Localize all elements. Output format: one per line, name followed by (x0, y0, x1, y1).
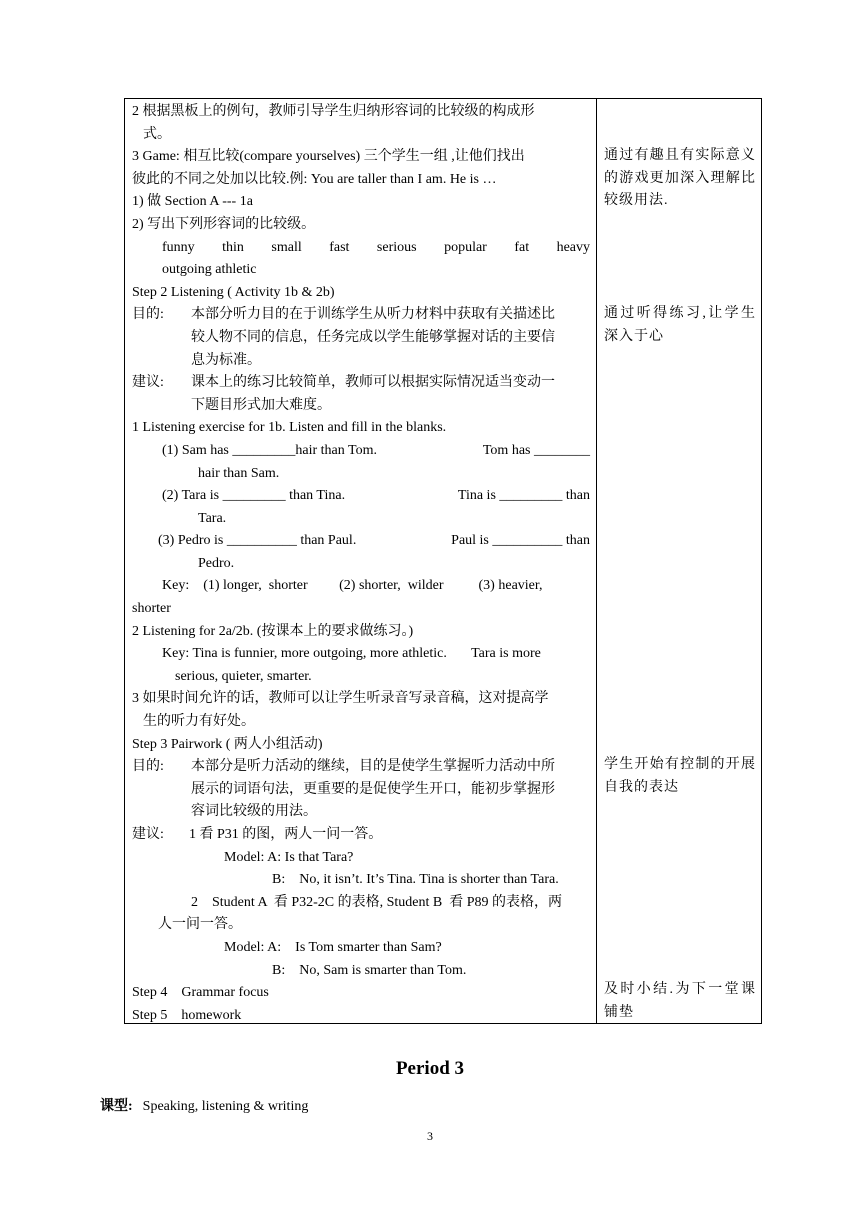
model-dialogue: Model: A: Is Tom smarter than Sam? (224, 939, 442, 955)
text-line: 2) 写出下列形容词的比较级。 (132, 216, 316, 232)
text-line: 本部分听力目的在于训练学生从听力材料中获取有关描述比 (191, 307, 555, 323)
step-2-heading: Step 2 Listening ( Activity 1b & 2b) (132, 284, 335, 300)
design-note: 及时小结.为下一堂课铺垫 (604, 982, 756, 1020)
course-type (100, 1095, 308, 1115)
adjective-list: outgoing athletic (162, 262, 257, 278)
text-line: 2 根据黑板上的例句，教师引导学生归纳形容词的比较级的构成形 (132, 104, 535, 119)
advice-block (132, 824, 590, 847)
text-line: 3 如果时间允许的话，教师可以让学生听录音写录音稿，这对提高学 (132, 691, 549, 707)
listening-exercise-heading: 1 Listening exercise for 1b. Listen and fill in the blanks. (132, 420, 447, 436)
adjective-list: funny thin small fast serious popular fat heavy (162, 239, 590, 255)
purpose-label: 目的: (132, 759, 164, 775)
text-line: 3 Game: 相互比较(compare yourselves) 三个学生一组 ,让他们找出 (132, 149, 525, 165)
design-note: 通过有趣且有实际意义的游戏更加深入理解比较级用法. (604, 148, 756, 209)
exercise-text: (2) Tara is _________ than Tina. (162, 488, 346, 504)
text-line: 1 看 P31 的图，两人一问一答。 (189, 827, 383, 842)
exercise-text: (1) Sam has _________hair than Tom. (162, 442, 377, 458)
text-line: 息为标准。 (191, 352, 261, 368)
text-line: 容词比较级的用法。 (191, 804, 317, 820)
answer-key: Key: Tina is funnier, more outgoing, more athletic. Tara is more (162, 646, 541, 662)
design-note: 学生开始有控制的开展自我的表达 (604, 757, 756, 795)
exercise-text: Tara. (198, 510, 227, 526)
lesson-steps-column (132, 101, 590, 1027)
purpose-block (132, 304, 590, 372)
text-line: 彼此的不同之处加以比较.例: You are taller than I am. He is … (132, 171, 497, 187)
page-number: 3 (427, 1129, 433, 1143)
exercise-text: Paul is __________ than (451, 533, 590, 549)
listening-exercise-heading: 2 Listening for 2a/2b. (按课本上的要求做练习。) (132, 623, 414, 639)
exercise-item (132, 485, 590, 508)
model-dialogue: B: No, it isn’t. It’s Tina. Tina is shorter than Tara. (272, 872, 559, 888)
text-line: 下题目形式加大难度。 (191, 397, 331, 413)
text-line: 2 Student A 看 P32-2C 的表格, Student B 看 P89 的表格，两 (191, 894, 563, 910)
course-type-label: 课型: (100, 1099, 133, 1114)
answer-key: serious, quieter, smarter. (175, 668, 312, 684)
design-note: 通过听得练习,让学生深入于心 (604, 306, 756, 344)
exercise-item (132, 530, 590, 553)
purpose-label: 目的: (132, 307, 164, 323)
text-line: 本部分是听力活动的继续，目的是使学生掌握听力活动中所 (191, 759, 555, 775)
lesson-table (124, 98, 762, 1024)
model-dialogue: B: No, Sam is smarter than Tom. (272, 962, 467, 978)
step-5-heading: Step 5 homework (132, 1007, 242, 1023)
advice-label: 建议: (132, 375, 164, 391)
advice-block (132, 372, 590, 417)
purpose-block (132, 756, 590, 824)
text-line: 生的听力有好处。 (143, 714, 255, 730)
step-4-heading: Step 4 Grammar focus (132, 985, 269, 1001)
course-type-value: Speaking, listening & writing (142, 1099, 309, 1114)
exercise-text: Pedro. (198, 555, 235, 571)
column-divider (596, 99, 597, 1023)
exercise-text: hair than Sam. (198, 465, 280, 481)
text-line: 课本上的练习比较简单，教师可以根据实际情况适当变动一 (191, 375, 555, 391)
text-line: 展示的词语句法，更重要的是促使学生开口，能初步掌握形 (191, 781, 555, 797)
text-line: 较人物不同的信息，任务完成以学生能够掌握对话的主要信 (191, 329, 555, 345)
period-title: Period 3 (395, 1058, 465, 1079)
answer-key: shorter (132, 601, 171, 617)
step-3-heading: Step 3 Pairwork ( 两人小组活动) (132, 736, 323, 752)
answer-key: Key: (1) longer, shorter (2) shorter, wilder (3) heavier, (162, 578, 543, 594)
exercise-item (132, 440, 590, 463)
model-dialogue: Model: A: Is that Tara? (224, 849, 354, 865)
advice-label: 建议: (132, 827, 164, 842)
exercise-text: Tina is _________ than (457, 488, 590, 504)
text-line: 式。 (143, 126, 171, 142)
exercise-text: (3) Pedro is __________ than Paul. (158, 533, 357, 549)
text-line: 人一问一答。 (158, 917, 242, 933)
text-line: 1) 做 Section A --- 1a (132, 194, 253, 210)
exercise-text: Tom has ________ (482, 442, 590, 458)
